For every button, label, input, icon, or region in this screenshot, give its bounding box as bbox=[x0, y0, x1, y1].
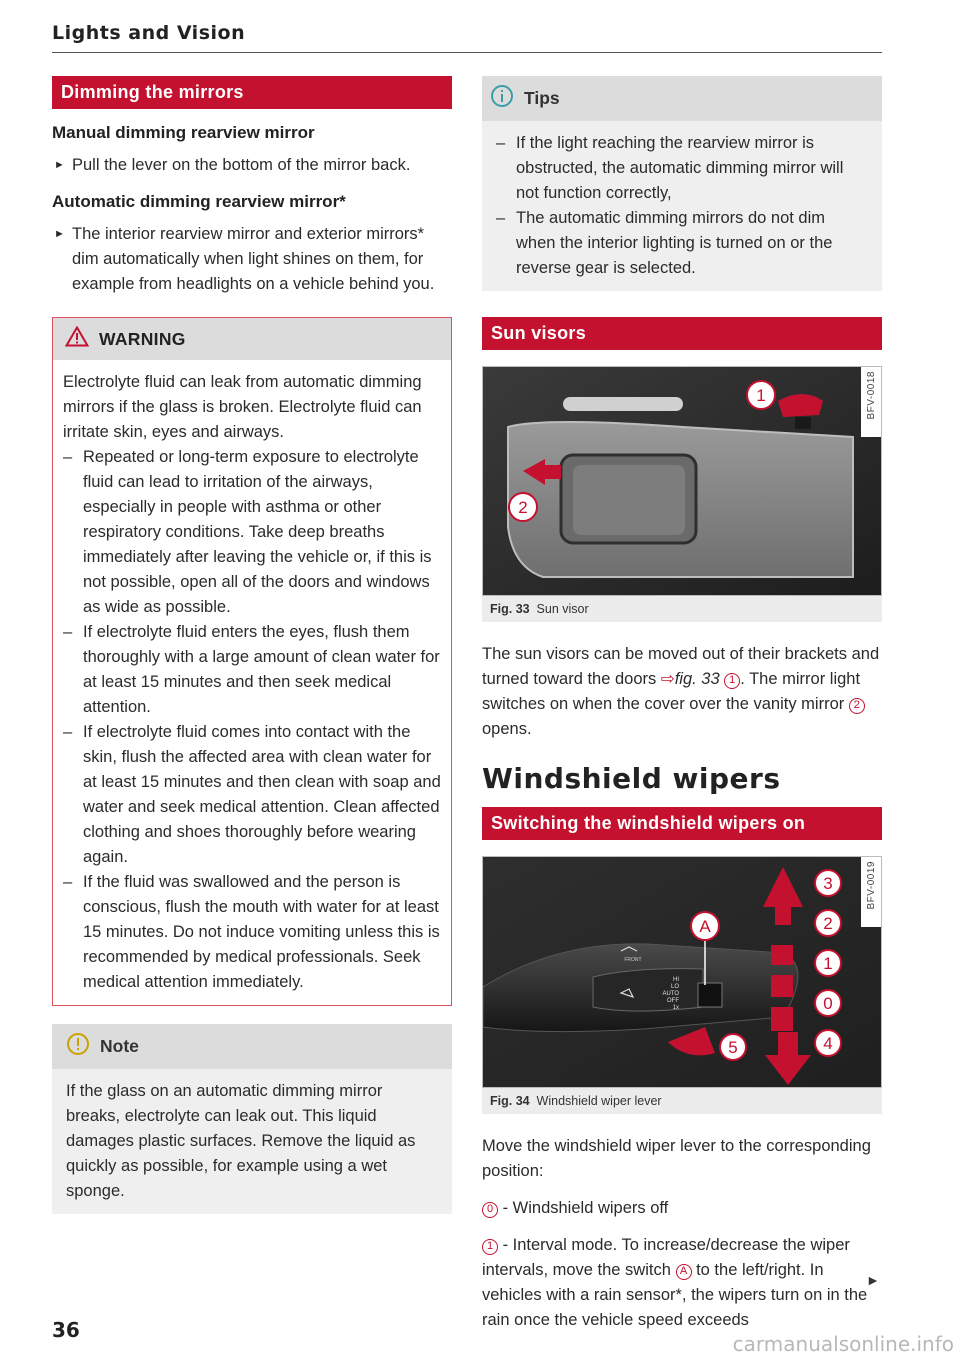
note-title: Note bbox=[100, 1036, 139, 1056]
wiper-lever-drawing bbox=[483, 857, 881, 1088]
warning-list bbox=[63, 445, 441, 995]
figure-34-caption: Fig. 34 Windshield wiper lever bbox=[482, 1088, 882, 1114]
auto-dimming-heading: Automatic dimming rearview mirror* bbox=[52, 192, 346, 211]
header-rule bbox=[52, 52, 882, 53]
warning-intro: Electrolyte fluid can leak from automatic dimming mirrors if the glass is broken. Electrolyte fluid can irritate skin, eyes and airways. bbox=[63, 373, 422, 441]
sun-visor-description: The sun visors can be moved out of their brackets and turned toward the doors ⇨fig. 33 1 . The mirror light switches on when the cover over the vanity mirror 2 opens. bbox=[482, 645, 880, 738]
sun-visor-drawing bbox=[483, 367, 881, 596]
manual-dimming-heading: Manual dimming rearview mirror bbox=[52, 123, 315, 142]
callout-0: 0 bbox=[823, 994, 833, 1013]
warning-body bbox=[53, 360, 451, 1005]
figure-33-caption: Fig. 33 Sun visor bbox=[482, 596, 882, 622]
warning-triangle-icon bbox=[65, 326, 89, 352]
figure-reference[interactable]: fig. 33 bbox=[674, 670, 720, 688]
warning-item: – If electrolyte fluid comes into contact with the skin, flush the affected area with clean water for at least 15 minutes and then clean with soap and water and seek medical attention. Clean affected clothing and shoes thoroughly before wearing again. bbox=[63, 723, 441, 866]
callout-5: 5 bbox=[728, 1038, 738, 1057]
note-header bbox=[52, 1024, 452, 1069]
warning-item: – If electrolyte fluid enters the eyes, flush them thoroughly with a large amount of clean water for at least 15 minutes and then seek medical attention. bbox=[63, 623, 440, 716]
note-body: If the glass on an automatic dimming mirror breaks, electrolyte can leak out. This liquid damages plastic surfaces. Remove the liquid as quickly as possible, for example using a wet sponge. bbox=[52, 1069, 452, 1214]
figure-33 bbox=[482, 366, 882, 622]
figure-code: BFV-0019 bbox=[866, 861, 877, 910]
tips-item: – The automatic dimming mirrors do not dim when the interior lighting is turned on or the reverse gear is selected. bbox=[496, 209, 833, 277]
manual-dimming-step: ► Pull the lever on the bottom of the mirror back. bbox=[52, 153, 452, 178]
right-column bbox=[482, 76, 882, 1333]
tips-item: – If the light reaching the rearview mirror is obstructed, the automatic dimming mirror will not function correctly, bbox=[496, 134, 844, 202]
warning-item: – Repeated or long-term exposure to electrolyte fluid can lead to irritation of the airways, especially in people with asthma or other respiratory conditions. Take deep breaths immediately after leaving the vehicle or, if this is not possible, open all of the doors and windows as wide as possible. bbox=[63, 448, 432, 616]
callout-2: 2 bbox=[518, 498, 528, 517]
section-title-sun-visors: Sun visors bbox=[482, 317, 882, 350]
left-column bbox=[52, 76, 452, 1214]
figure-code: BFV-0018 bbox=[866, 371, 877, 420]
tips-box bbox=[482, 76, 882, 291]
warning-title: WARNING bbox=[99, 328, 186, 349]
warning-box bbox=[52, 317, 452, 1006]
lever-label-front: FRONT bbox=[624, 957, 642, 963]
lever-label-1x: 1x bbox=[672, 1005, 679, 1011]
sun-visor-illustration bbox=[482, 366, 882, 596]
continue-arrow-icon: ► bbox=[866, 1272, 880, 1288]
auto-dimming-step: ► The interior rearview mirror and exterior mirrors* dim automatically when light shines on them, for example from headlights on a vehicle behind you. bbox=[52, 222, 452, 297]
section-title-wipers: Switching the windshield wipers on bbox=[482, 807, 882, 840]
info-icon bbox=[490, 84, 514, 113]
windshield-wipers-heading: Windshield wipers bbox=[482, 762, 781, 795]
lever-label-auto: AUTO bbox=[662, 991, 679, 997]
note-box bbox=[52, 1024, 452, 1214]
wiper-lever-illustration bbox=[482, 856, 882, 1088]
callout-1: 1 bbox=[823, 954, 833, 973]
warning-item: – If the fluid was swallowed and the person is conscious, flush the mouth with water for at least 15 minutes. Do not induce vomiting unless this is recommended by medical professionals. Seek medical attention immediately. bbox=[63, 873, 440, 991]
callout-4: 4 bbox=[823, 1034, 833, 1053]
lever-label-lo: LO bbox=[670, 984, 679, 990]
callout-2: 2 bbox=[823, 914, 833, 933]
chapter-title: Lights and Vision bbox=[52, 22, 246, 44]
section-title-dimming: Dimming the mirrors bbox=[52, 76, 452, 109]
tips-body bbox=[482, 121, 882, 291]
callout-3: 3 bbox=[823, 874, 833, 893]
bullet-triangle-icon: ► bbox=[54, 228, 65, 240]
wiper-position-0: 0 - Windshield wipers off bbox=[482, 1196, 882, 1221]
callout-1: 1 bbox=[756, 386, 766, 405]
page-number: 36 bbox=[52, 1318, 80, 1342]
lever-label-hi: HI bbox=[673, 977, 679, 983]
lever-label-off: OFF bbox=[667, 998, 679, 1004]
page-header bbox=[52, 22, 882, 44]
warning-header bbox=[53, 318, 451, 360]
tips-title: Tips bbox=[524, 88, 560, 108]
reference-arrow: ⇨ bbox=[660, 670, 675, 688]
callout-A: A bbox=[699, 917, 711, 936]
tips-header bbox=[482, 76, 882, 121]
figure-34 bbox=[482, 856, 882, 1114]
note-exclamation-icon bbox=[66, 1032, 90, 1061]
bullet-triangle-icon: ► bbox=[54, 159, 65, 171]
wiper-instructions: Move the windshield wiper lever to the corresponding position: bbox=[482, 1137, 871, 1180]
wiper-position-1: 1 - Interval mode. To increase/decrease the wiper intervals, move the switch A to the left/right. In vehicles with a rain sensor*, the wipers turn on in the rain once the vehicle speed exceeds bbox=[482, 1236, 868, 1329]
watermark: carmanualsonline.info bbox=[732, 1332, 954, 1356]
